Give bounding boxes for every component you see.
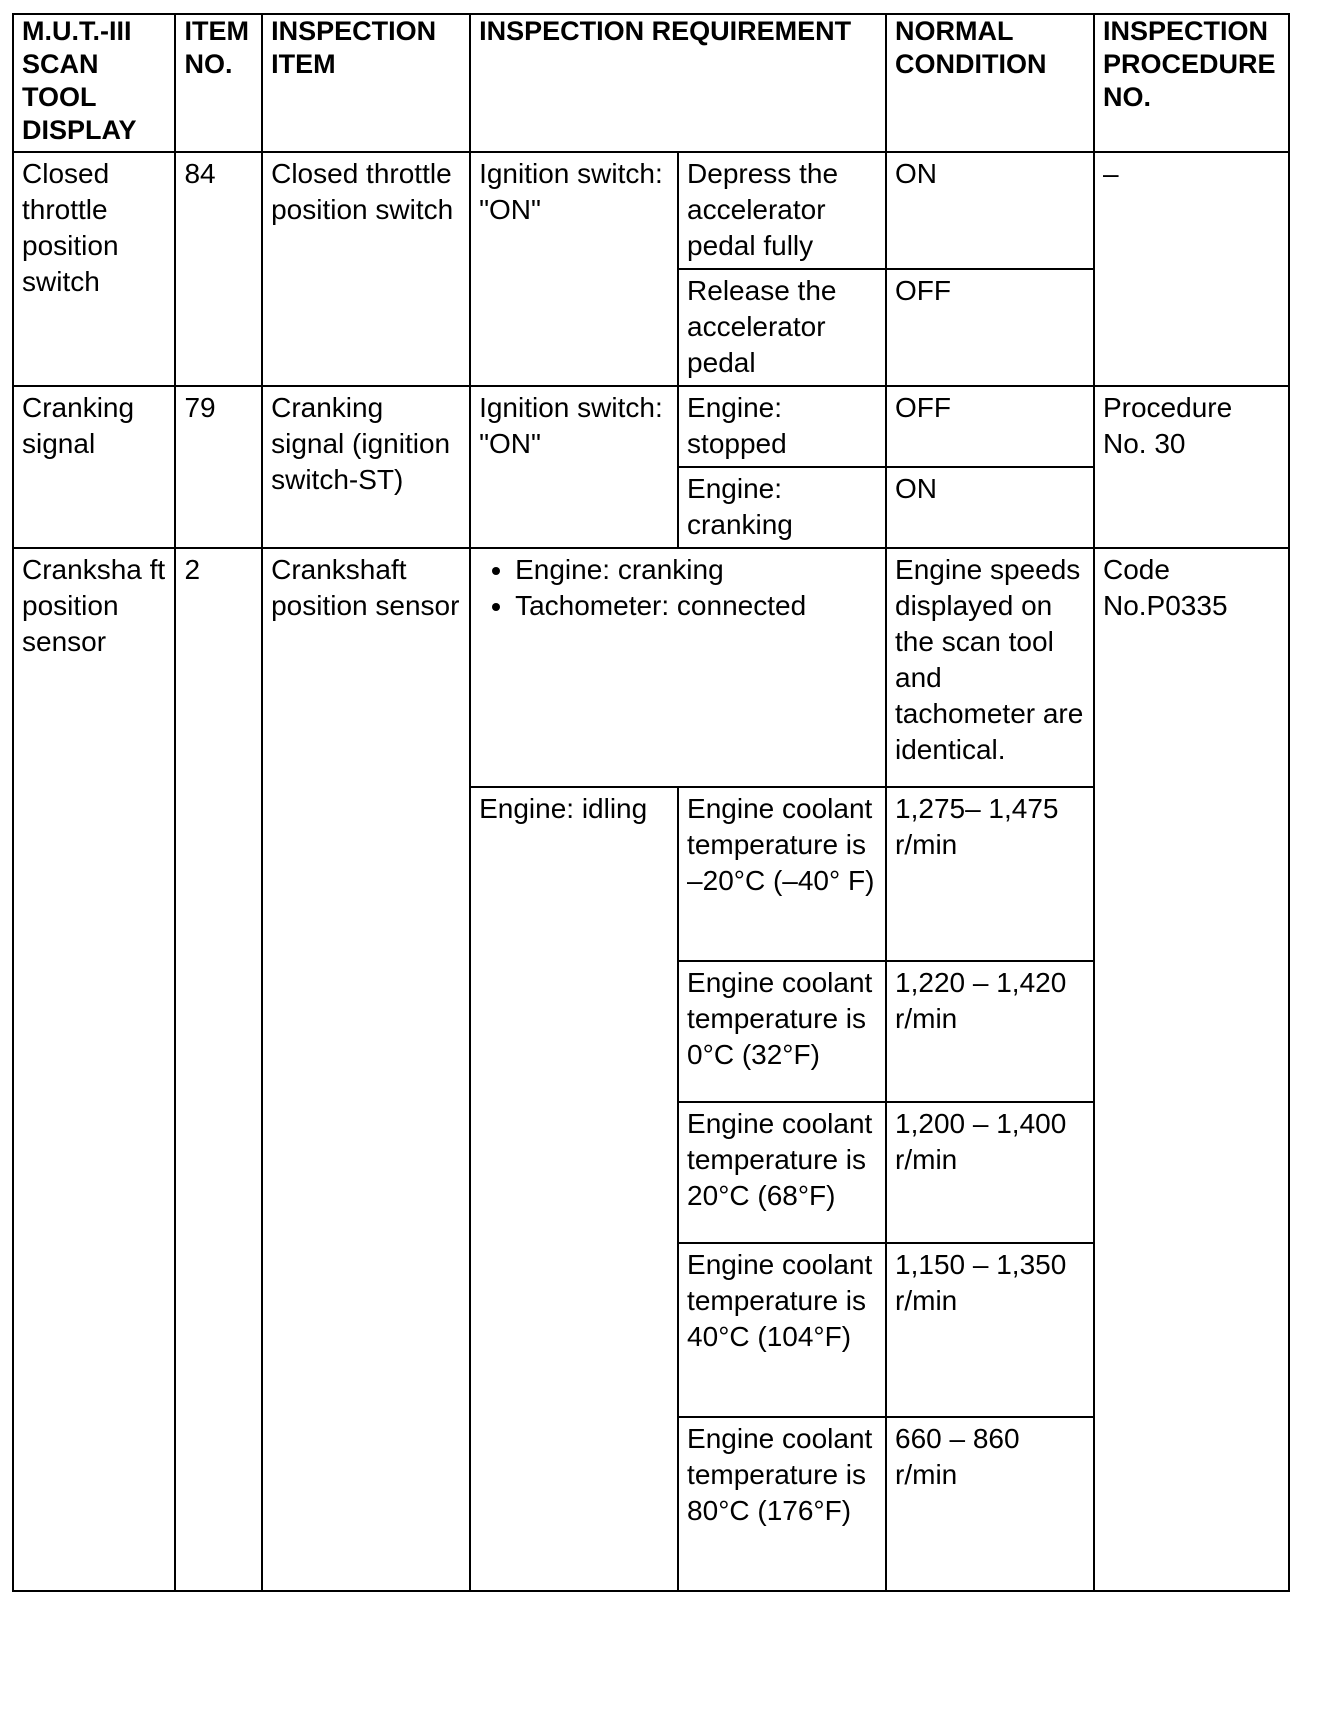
condition-cell: Engine coolant temperature is –20°C (–40° F): [678, 787, 886, 961]
inspection-requirement-cell: Engine: idling: [470, 787, 678, 1591]
header-item-no: ITEM NO.: [175, 14, 262, 152]
scan-tool-display-cell: Cranking signal: [13, 386, 175, 548]
normal-condition-cell: 1,220 – 1,420 r/min: [886, 961, 1094, 1102]
normal-condition-cell: Engine speeds displayed on the scan tool and tachometer are identical.: [886, 548, 1094, 787]
condition-cell: Engine coolant temperature is 80°C (176°F): [678, 1417, 886, 1591]
header-inspection-procedure-no: INSPECTION PROCEDURE NO.: [1094, 14, 1289, 152]
normal-condition-cell: ON: [886, 467, 1094, 548]
scan-tool-display-cell: Closed throttle position switch: [13, 152, 175, 386]
normal-condition-cell: 660 – 860 r/min: [886, 1417, 1094, 1591]
inspection-item-cell: Closed throttle position switch: [262, 152, 470, 386]
condition-cell: Engine: cranking: [678, 467, 886, 548]
item-no-cell: 2: [175, 548, 262, 1591]
condition-cell: Engine coolant temperature is 0°C (32°F): [678, 961, 886, 1102]
requirement-bullet-list: [479, 552, 879, 624]
header-inspection-requirement: INSPECTION REQUIREMENT: [470, 14, 886, 152]
normal-condition-cell: OFF: [886, 269, 1094, 386]
condition-cell: Depress the accelerator pedal fully: [678, 152, 886, 269]
inspection-requirement-cell: Ignition switch: "ON": [470, 386, 678, 548]
inspection-procedure-cell: Code No.P0335: [1094, 548, 1289, 1591]
condition-cell: Engine coolant temperature is 40°C (104°F): [678, 1243, 886, 1417]
condition-cell: Engine coolant temperature is 20°C (68°F): [678, 1102, 886, 1243]
table-header-row: [13, 14, 1289, 152]
item-no-cell: 84: [175, 152, 262, 386]
normal-condition-cell: 1,200 – 1,400 r/min: [886, 1102, 1094, 1243]
item-no-cell: 79: [175, 386, 262, 548]
table-row: [13, 548, 1289, 787]
condition-cell: Engine: stopped: [678, 386, 886, 467]
condition-cell: Release the accelerator pedal: [678, 269, 886, 386]
inspection-procedure-cell: –: [1094, 152, 1289, 386]
normal-condition-cell: 1,275– 1,475 r/min: [886, 787, 1094, 961]
header-normal-condition: NORMAL CONDITION: [886, 14, 1094, 152]
inspection-item-cell: Cranking signal (ignition switch-ST): [262, 386, 470, 548]
inspection-item-cell: Crankshaft position sensor: [262, 548, 470, 1591]
header-scan-tool-display: M.U.T.-III SCAN TOOL DISPLAY: [13, 14, 175, 152]
normal-condition-cell: OFF: [886, 386, 1094, 467]
header-inspection-item: INSPECTION ITEM: [262, 14, 470, 152]
inspection-procedure-cell: Procedure No. 30: [1094, 386, 1289, 548]
list-item: • Tachometer: connected: [515, 588, 879, 624]
normal-condition-cell: ON: [886, 152, 1094, 269]
inspection-requirement-cell: Ignition switch: "ON": [470, 152, 678, 386]
normal-condition-cell: 1,150 – 1,350 r/min: [886, 1243, 1094, 1417]
inspection-table: [12, 13, 1290, 1592]
scan-tool-display-cell: Cranksha ft position sensor: [13, 548, 175, 1591]
list-item: • Engine: cranking: [515, 552, 879, 588]
table-row: [13, 152, 1289, 269]
table-row: [13, 386, 1289, 467]
inspection-requirement-cell: [470, 548, 886, 787]
